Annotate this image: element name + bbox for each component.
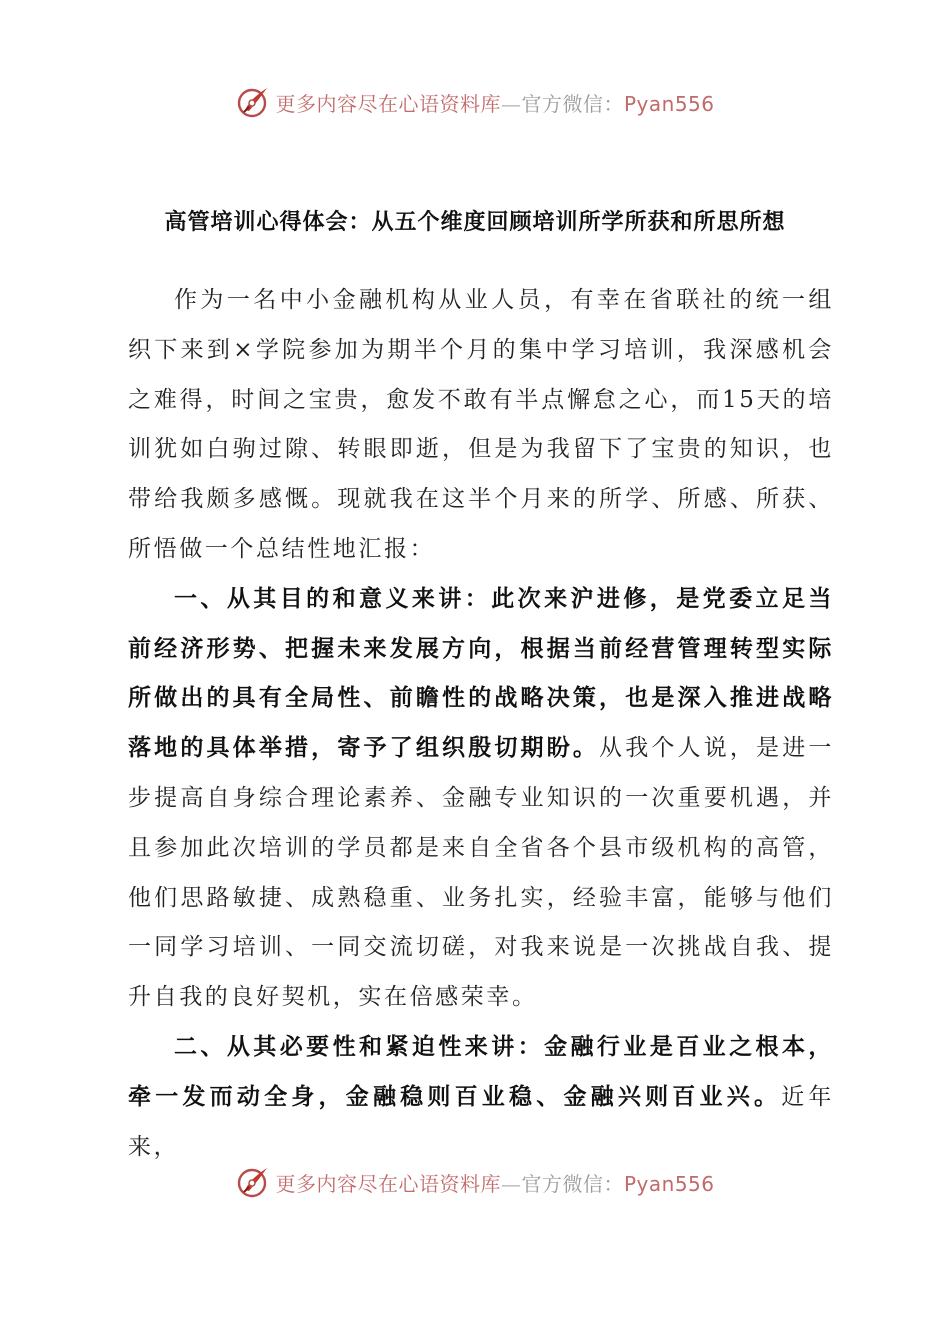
banner-wechat-id: Pyan556: [623, 91, 715, 116]
paragraph-text: 从我个人说，是进一步提高自身综合理论素养、金融专业知识的一次重要机遇，并且参加此次培训的学员都是来自全省各个县市级机构的高管，他们思路敏捷、成熟稳重、业务扎实，经验丰富，能够与他们一同学习培训、一同交流切磋，对我来说是一次挑战自我、提升自我的良好契机，实在倍感荣幸。: [128, 735, 834, 1011]
header-banner: [0, 82, 950, 122]
banner-wechat-label: 官方微信：: [521, 91, 624, 116]
quill-pen-logo-icon: [235, 1164, 271, 1200]
banner-wechat-label: 官方微信：: [521, 1171, 624, 1196]
banner-main-text: 更多内容尽在心语资料库: [275, 91, 501, 116]
banner-wechat-id: Pyan556: [623, 1171, 715, 1196]
quill-pen-logo-icon: [235, 84, 271, 120]
document-body: [128, 276, 834, 1172]
paragraph-bold-lead: 一、从其目的和意义来讲：此次来沪进修，是党委立足当前经济形势、把握未来发展方向，根据当前经营管理转型实际所做出的具有全局性、前瞻性的战略决策，也是深入推进战略落地的具体举措，寄予了组织殷切期盼。: [128, 585, 834, 762]
paragraph-intro: [128, 276, 834, 575]
banner-text: [275, 88, 714, 117]
footer-banner: [0, 1162, 950, 1202]
banner-main-text: 更多内容尽在心语资料库: [275, 1171, 501, 1196]
document-title: 高管培训心得体会：从五个维度回顾培训所学所获和所思所想: [164, 210, 786, 235]
paragraph-section-one: [128, 575, 834, 1023]
paragraph-text: 近年来，: [128, 1083, 835, 1160]
banner-separator: —: [500, 91, 522, 116]
banner-text: [275, 1168, 714, 1197]
paragraph-text: 作为一名中小金融机构从业人员，有幸在省联社的统一组织下来到×学院参加为期半个月的集中学习培训，我深感机会之难得，时间之宝贵，愈发不敢有半点懈怠之心，而15天的培训犹如白驹过隙、转眼即逝，但是为我留下了宝贵的知识，也带给我颇多感慨。现就我在这半个月来的所学、所感、所获、所悟做一个总结性地汇报：: [128, 287, 834, 562]
banner-separator: —: [500, 1171, 522, 1196]
paragraph-bold-lead: 二、从其必要性和紧迫性来讲：金融行业是百业之根本，牵一发而动全身，金融稳则百业稳、金融兴则百业兴。: [128, 1033, 834, 1110]
paragraph-section-two: [128, 1023, 834, 1172]
